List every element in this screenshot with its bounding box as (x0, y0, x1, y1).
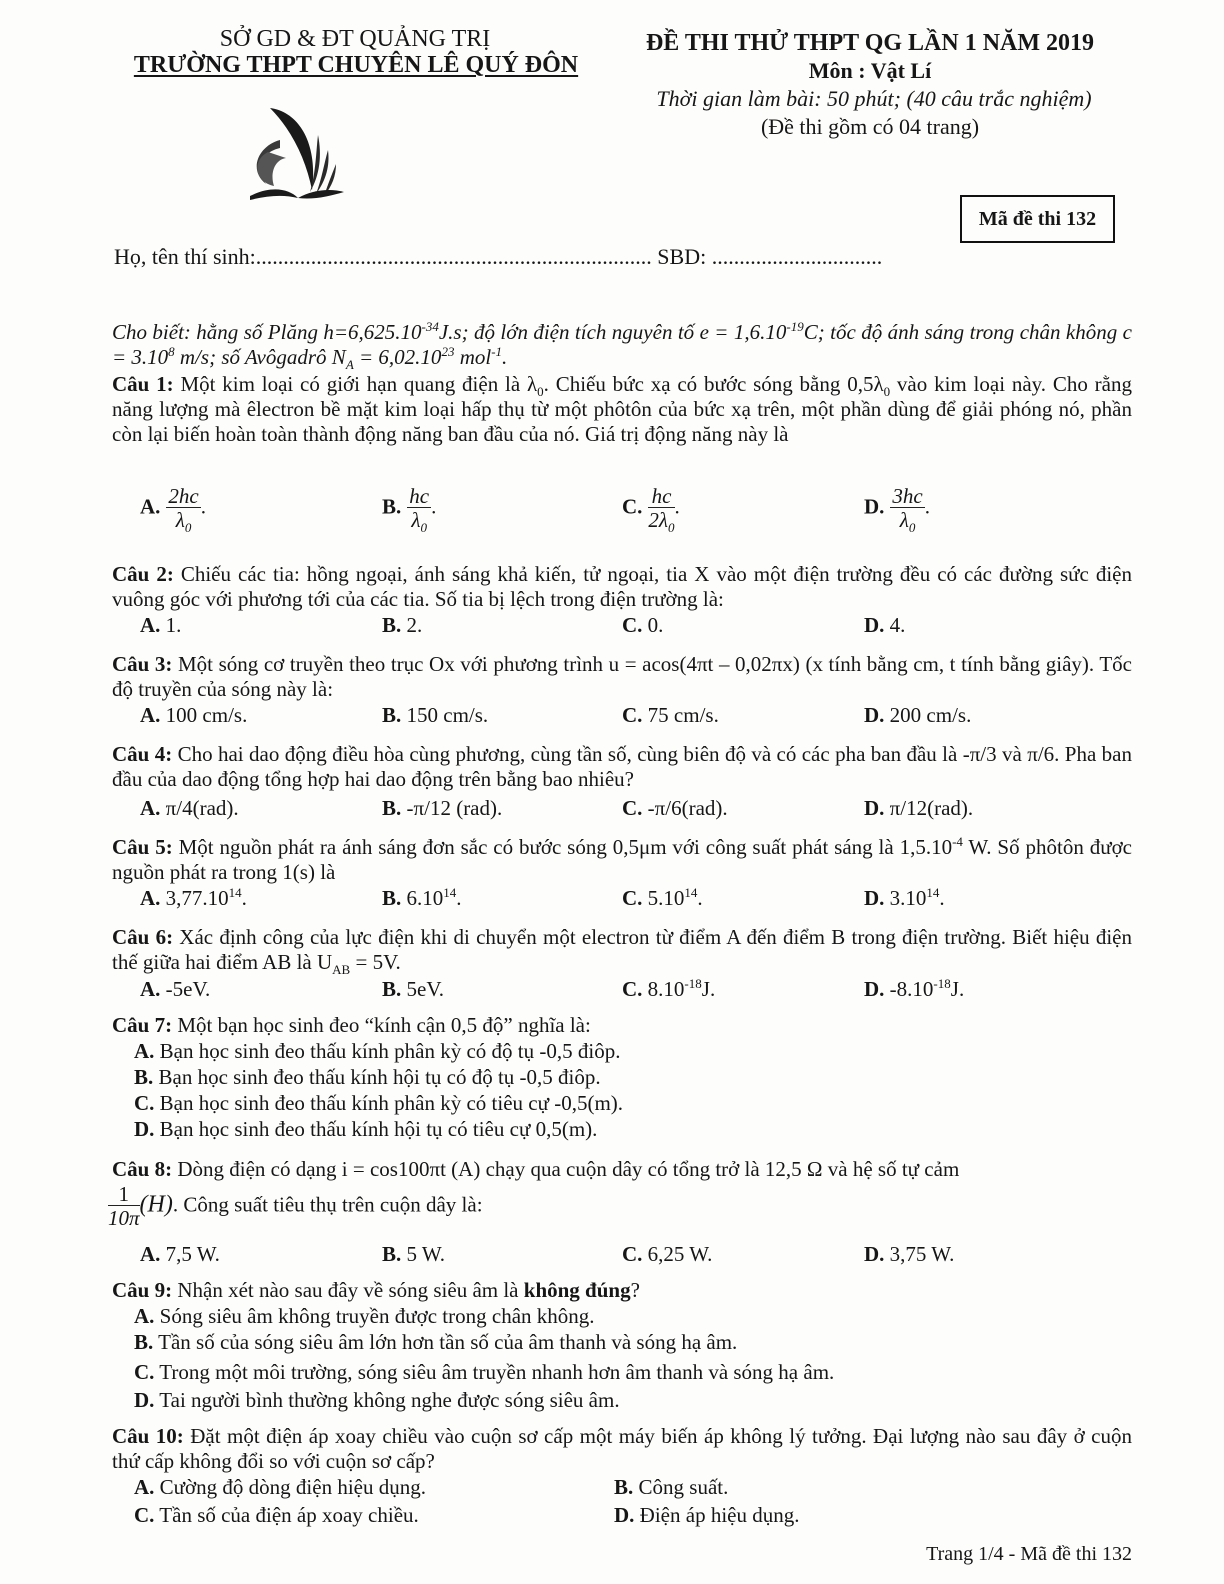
option-text: 3.10 (884, 886, 927, 910)
subscript: 0 (184, 520, 192, 536)
option-text: π/12(rad). (884, 796, 974, 820)
const-text: Cho biết: hằng số Plăng h=6,625.10 (112, 320, 422, 344)
option-c[interactable] (134, 1091, 623, 1116)
option-letter: C. (134, 1503, 155, 1527)
option-d[interactable] (864, 796, 973, 821)
option-text: Tần số của điện áp xoay chiều. (154, 1503, 419, 1527)
question-7-option-c-row (0, 1091, 1224, 1119)
superscript: 14 (228, 885, 242, 900)
question-8-options (0, 1242, 1224, 1270)
exam-code: Mã đề thi 132 (978, 207, 1097, 230)
question-label: Câu 3: (112, 652, 173, 676)
question-label: Câu 9: (112, 1278, 173, 1302)
question-text: vào kim loại này. Cho rằng năng lượng mà êlectron bề mặt kim loại hấp thụ từ một phôtôn của bức xạ trên, một phần dùng để giải phóng nó, phần còn lại biến hoàn toàn thành động năng ban đầu của nó. Giá trị động năng này là (112, 372, 1132, 446)
option-text: 3,75 W. (884, 1242, 955, 1266)
option-a[interactable] (134, 1304, 595, 1329)
given-constants (112, 319, 1132, 373)
option-letter: D. (864, 977, 885, 1001)
option-letter: A. (140, 1242, 161, 1266)
question-1 (112, 372, 1132, 447)
denominator: 2λ (648, 508, 669, 532)
option-text: 3,77.10 (160, 886, 229, 910)
inductance-fraction (108, 1183, 140, 1230)
school-name: TRƯỜNG THPT CHUYÊN LÊ QUÝ ĐÔN (133, 52, 579, 78)
superscript: -4 (952, 834, 963, 849)
option-letter: D. (614, 1503, 635, 1527)
option-b[interactable] (382, 977, 444, 1002)
option-letter: A. (140, 886, 161, 910)
fraction (166, 484, 200, 536)
option-c[interactable] (622, 703, 719, 728)
option-text: Điện áp hiệu dụng. (634, 1503, 800, 1527)
subscript: 0 (908, 520, 916, 536)
const-exp: 23 (441, 344, 455, 359)
question-6-options (0, 977, 1224, 1005)
question-text: . Chiếu bức xạ có bước sóng bằng 0,5λ (543, 372, 884, 396)
exam-pages: (Đề thi gồm có 04 trang) (760, 114, 980, 139)
option-letter: C. (134, 1360, 155, 1384)
question-text: Một nguồn phát ra ánh sáng đơn sắc có bước sóng 0,5μm với công suất phát sáng là 1,5.10 (172, 835, 953, 859)
option-text: 1. (160, 613, 182, 637)
const-text: C; tốc độ ánh sáng trong chân không c = 3.10 (112, 320, 1132, 369)
const-exp: -1 (491, 344, 503, 359)
option-b[interactable] (382, 484, 437, 536)
option-d[interactable] (134, 1117, 597, 1142)
option-c[interactable] (622, 613, 663, 638)
option-letter: D. (864, 703, 885, 727)
option-letter: A. (140, 703, 161, 727)
option-c[interactable] (622, 977, 715, 1002)
option-a[interactable] (134, 1039, 620, 1064)
option-d[interactable] (864, 977, 964, 1002)
option-letter: C. (622, 886, 643, 910)
option-text: -π/6(rad). (642, 796, 728, 820)
subscript: 0 (537, 384, 544, 400)
question-6 (112, 925, 1132, 978)
option-letter: C. (622, 703, 643, 727)
option-b[interactable] (134, 1065, 601, 1090)
question-7-option-b-row (0, 1065, 1224, 1093)
option-b[interactable] (614, 1475, 728, 1500)
option-text: Bạn học sinh đeo thấu kính hội tụ có độ tụ -0,5 điôp. (153, 1065, 601, 1089)
option-a[interactable] (140, 484, 206, 536)
superscript: 14 (926, 885, 940, 900)
option-text: -8.10 (884, 977, 934, 1001)
question-text: . Công suất tiêu thụ trên cuộn dây là: (172, 1192, 483, 1217)
candidate-info (114, 244, 882, 270)
option-c[interactable] (622, 796, 728, 821)
option-letter: B. (382, 613, 402, 637)
option-b[interactable] (382, 703, 488, 728)
superscript: -18 (684, 976, 702, 991)
option-text: Sóng siêu âm không truyền được trong chân không. (154, 1304, 595, 1328)
option-letter: D. (134, 1388, 155, 1412)
option-d[interactable] (864, 613, 905, 638)
subscript: 0 (420, 520, 427, 536)
option-letter: B. (134, 1065, 154, 1089)
option-letter: A. (140, 494, 161, 519)
question-label: Câu 4: (112, 742, 173, 766)
option-text: Trong một môi trường, sóng siêu âm truyền nhanh hơn âm thanh và sóng hạ âm. (154, 1360, 835, 1384)
option-tail: . (939, 886, 945, 910)
option-letter: A. (140, 796, 161, 820)
question-text: Nhận xét nào sau đây về sóng siêu âm là (172, 1278, 524, 1302)
option-text: -π/12 (rad). (401, 796, 503, 820)
question-text: W. Số phôtôn được nguồn phát ra trong 1(s) là (112, 835, 1133, 884)
option-text: Tần số của sóng siêu âm lớn hơn tần số của âm thanh và sóng hạ âm. (153, 1330, 738, 1354)
option-letter: D. (864, 494, 885, 519)
question-4 (112, 742, 1132, 792)
option-a[interactable] (140, 1242, 220, 1267)
const-text: mol (454, 345, 492, 369)
option-letter: A. (140, 977, 161, 1001)
option-letter: D. (864, 613, 885, 637)
question-7-option-a-row (0, 1039, 1224, 1067)
department-name: SỞ GD & ĐT QUẢNG TRỊ (219, 26, 491, 52)
option-d[interactable] (864, 886, 945, 911)
question-9-option-a-row (0, 1304, 1224, 1332)
option-letter: A. (134, 1304, 155, 1328)
question-text: Một sóng cơ truyền theo trục Ox với phương trình u = acos(4πt – 0,02πx) (x tính bằng cm, t tính bằng giây). Tốc độ truyền của sóng này là: (112, 652, 1132, 701)
unit-henry: (H) (139, 1191, 173, 1218)
school-logo-icon (240, 100, 350, 210)
question-text: = 5V. (350, 950, 401, 974)
option-b[interactable] (382, 886, 462, 911)
option-text: Bạn học sinh đeo thấu kính phân kỳ có tiêu cự -0,5(m). (154, 1091, 624, 1115)
page-footer: Trang 1/4 - Mã đề thi 132 (926, 1543, 1132, 1565)
question-text: Một kim loại có giới hạn quang điện là λ (173, 372, 538, 396)
option-b[interactable] (382, 613, 422, 638)
option-tail: . (697, 886, 703, 910)
option-d[interactable] (614, 1503, 799, 1528)
question-4-options (0, 796, 1224, 824)
question-text: Dòng điện có dạng i = cos100πt (A) chạy qua cuộn dây có tổng trở là 12,5 Ω và hệ số tự cảm (172, 1157, 960, 1181)
const-exp: -34 (421, 319, 439, 334)
question-7-option-d-row (0, 1117, 1224, 1145)
option-text: Công suất. (633, 1475, 729, 1499)
fraction (648, 484, 675, 536)
question-9-option-b-row (0, 1330, 1224, 1358)
option-text: 8.10 (642, 977, 685, 1001)
option-letter: B. (134, 1330, 154, 1354)
subscript: AB (332, 962, 351, 978)
option-text: Bạn học sinh đeo thấu kính hội tụ có tiêu cự 0,5(m). (154, 1117, 598, 1141)
option-text: 6,25 W. (642, 1242, 713, 1266)
option-letter: B. (614, 1475, 634, 1499)
denominator: λ (899, 508, 909, 532)
option-a[interactable] (140, 703, 247, 728)
option-d[interactable] (134, 1388, 620, 1413)
question-text: Chiếu các tia: hồng ngoại, ánh sáng khả kiến, tử ngoại, tia X vào một điện trường đều có các đường sức điện vuông góc với phương tới của các tia. Số tia bị lệch trong điện trường là: (112, 562, 1132, 611)
exam-title: ĐỀ THI THỬ THPT QG LẦN 1 NĂM 2019 (645, 30, 1095, 56)
option-text: 4. (884, 613, 906, 637)
option-b[interactable] (382, 796, 502, 821)
question-2 (112, 562, 1132, 612)
const-text: = 6,02.10 (353, 345, 442, 369)
option-text: Bạn học sinh đeo thấu kính phân kỳ có độ tụ -0,5 điôp. (154, 1039, 621, 1063)
question-2-options (0, 613, 1224, 641)
question-label: Câu 1: (112, 372, 174, 396)
option-c[interactable] (622, 484, 680, 536)
question-label: Câu 8: (112, 1157, 173, 1181)
option-letter: B. (382, 1242, 402, 1266)
question-1-options (0, 485, 1224, 545)
option-letter: D. (864, 1242, 885, 1266)
option-letter: C. (622, 1242, 643, 1266)
option-a[interactable] (140, 977, 210, 1002)
option-tail: . (924, 494, 930, 519)
const-text: J.s; độ lớn điện tích nguyên tố e = 1,6.10 (438, 320, 787, 344)
option-letter: D. (864, 796, 885, 820)
option-text: 7,5 W. (160, 1242, 220, 1266)
const-sub: A (345, 357, 354, 373)
question-label: Câu 6: (112, 925, 174, 949)
question-10-options-row1 (0, 1475, 1224, 1503)
option-letter: C. (622, 494, 643, 519)
option-text: 100 cm/s. (160, 703, 248, 727)
option-c[interactable] (622, 886, 703, 911)
option-d[interactable] (864, 703, 971, 728)
subscript: 0 (668, 520, 675, 536)
option-text: π/4(rad). (160, 796, 239, 820)
fraction (407, 484, 431, 536)
option-text: 150 cm/s. (401, 703, 489, 727)
numerator: 3hc (892, 484, 923, 508)
option-d[interactable] (864, 484, 930, 536)
option-text: Cường độ dòng điện hiệu dụng. (154, 1475, 426, 1499)
question-3-options (0, 703, 1224, 731)
question-text: Đặt một điện áp xoay chiều vào cuộn sơ cấp một máy biến áp không lý tưởng. Đại lượng nào sau đây ở cuộn thứ cấp không đổi so với cuộn sơ cấp? (112, 1424, 1132, 1473)
superscript: 14 (443, 885, 457, 900)
option-letter: C. (134, 1091, 155, 1115)
fraction (890, 484, 924, 536)
emphasis-text: không đúng (523, 1278, 631, 1302)
option-tail: . (674, 494, 680, 519)
option-text: 5 W. (401, 1242, 446, 1266)
sbd-label: SBD: (657, 244, 707, 269)
subscript: 0 (883, 384, 891, 400)
denominator: 10π (108, 1206, 140, 1230)
option-a[interactable] (140, 886, 247, 911)
question-8-line2 (108, 1183, 483, 1230)
candidate-name-label: Họ, tên thí sinh: (114, 244, 256, 269)
option-b[interactable] (134, 1330, 737, 1355)
question-label: Câu 5: (112, 835, 173, 859)
question-label: Câu 10: (112, 1424, 184, 1448)
option-letter: B. (382, 494, 402, 519)
option-d[interactable] (864, 1242, 954, 1267)
question-text: Xác định công của lực điện khi di chuyển một electron từ điểm A đến điểm B trong điện trường. Biết hiệu điện thế giữa hai điểm AB là U (112, 925, 1132, 974)
const-text: m/s; số Avôgadrô N (174, 345, 346, 369)
numerator: hc (648, 485, 674, 508)
numerator: 2hc (168, 484, 199, 508)
question-text: Cho hai dao động điều hòa cùng phương, cùng tần số, cùng biên độ và có các pha ban đầu là -π/3 và π/6. Pha ban đầu của dao động tổng hợp hai dao động trên bằng bao nhiêu? (112, 742, 1132, 791)
option-b[interactable] (382, 1242, 445, 1267)
option-text: Tai người bình thường không nghe được sóng siêu âm. (154, 1388, 620, 1412)
option-letter: B. (382, 796, 402, 820)
question-3 (112, 652, 1132, 702)
question-9-option-d-row (0, 1388, 1224, 1416)
superscript: 14 (684, 885, 698, 900)
superscript: -18 (933, 976, 951, 991)
question-label: Câu 7: (112, 1013, 173, 1037)
numerator: 1 (108, 1183, 140, 1206)
option-letter: C. (622, 977, 643, 1001)
option-tail: J. (701, 977, 716, 1001)
numerator: hc (409, 484, 430, 508)
option-letter: B. (382, 886, 402, 910)
exam-code-box (960, 195, 1115, 243)
option-tail: . (456, 886, 462, 910)
option-tail: . (200, 494, 206, 519)
option-text: 75 cm/s. (642, 703, 719, 727)
option-letter: B. (382, 703, 402, 727)
option-text: 0. (642, 613, 664, 637)
option-letter: C. (622, 796, 643, 820)
option-c[interactable] (134, 1360, 834, 1385)
option-tail: . (241, 886, 247, 910)
question-10-options-row2 (0, 1503, 1224, 1531)
denominator: λ (175, 508, 185, 532)
option-c[interactable] (134, 1503, 419, 1528)
question-text: ? (630, 1278, 640, 1302)
option-c[interactable] (622, 1242, 712, 1267)
option-letter: D. (864, 886, 885, 910)
question-10 (112, 1424, 1132, 1474)
question-5-options (0, 886, 1224, 914)
option-a[interactable] (140, 796, 239, 821)
option-letter: A. (134, 1475, 155, 1499)
option-letter: A. (140, 613, 161, 637)
const-exp: 8 (168, 344, 175, 359)
option-letter: C. (622, 613, 643, 637)
sbd-field[interactable]: ............................... (711, 244, 883, 269)
const-text: . (502, 345, 508, 369)
option-text: 200 cm/s. (884, 703, 972, 727)
question-9-option-c-row (0, 1360, 1224, 1388)
option-text: 2. (401, 613, 423, 637)
option-letter: B. (382, 977, 402, 1001)
exam-subject: Môn : Vật Lí (808, 58, 932, 83)
question-7 (112, 1013, 1132, 1038)
option-a[interactable] (140, 613, 181, 638)
option-tail: . (431, 494, 437, 519)
question-label: Câu 2: (112, 562, 174, 586)
option-a[interactable] (134, 1475, 426, 1500)
denominator: λ (411, 508, 421, 532)
option-text: 5eV. (401, 977, 445, 1001)
option-letter: A. (134, 1039, 155, 1063)
question-8 (112, 1157, 1132, 1182)
option-tail: J. (950, 977, 965, 1001)
exam-time: Thời gian làm bài: 50 phút; (40 câu trắc nghiệm) (656, 86, 1092, 111)
question-5 (112, 835, 1132, 885)
candidate-name-field[interactable]: ........................................................................ (255, 244, 652, 269)
option-text: 5.10 (642, 886, 685, 910)
question-text: Một bạn học sinh đeo “kính cận 0,5 độ” nghĩa là: (172, 1013, 591, 1037)
const-exp: -19 (786, 319, 804, 334)
option-text: 6.10 (401, 886, 444, 910)
question-9 (112, 1278, 1132, 1303)
option-text: -5eV. (160, 977, 211, 1001)
option-letter: D. (134, 1117, 155, 1141)
